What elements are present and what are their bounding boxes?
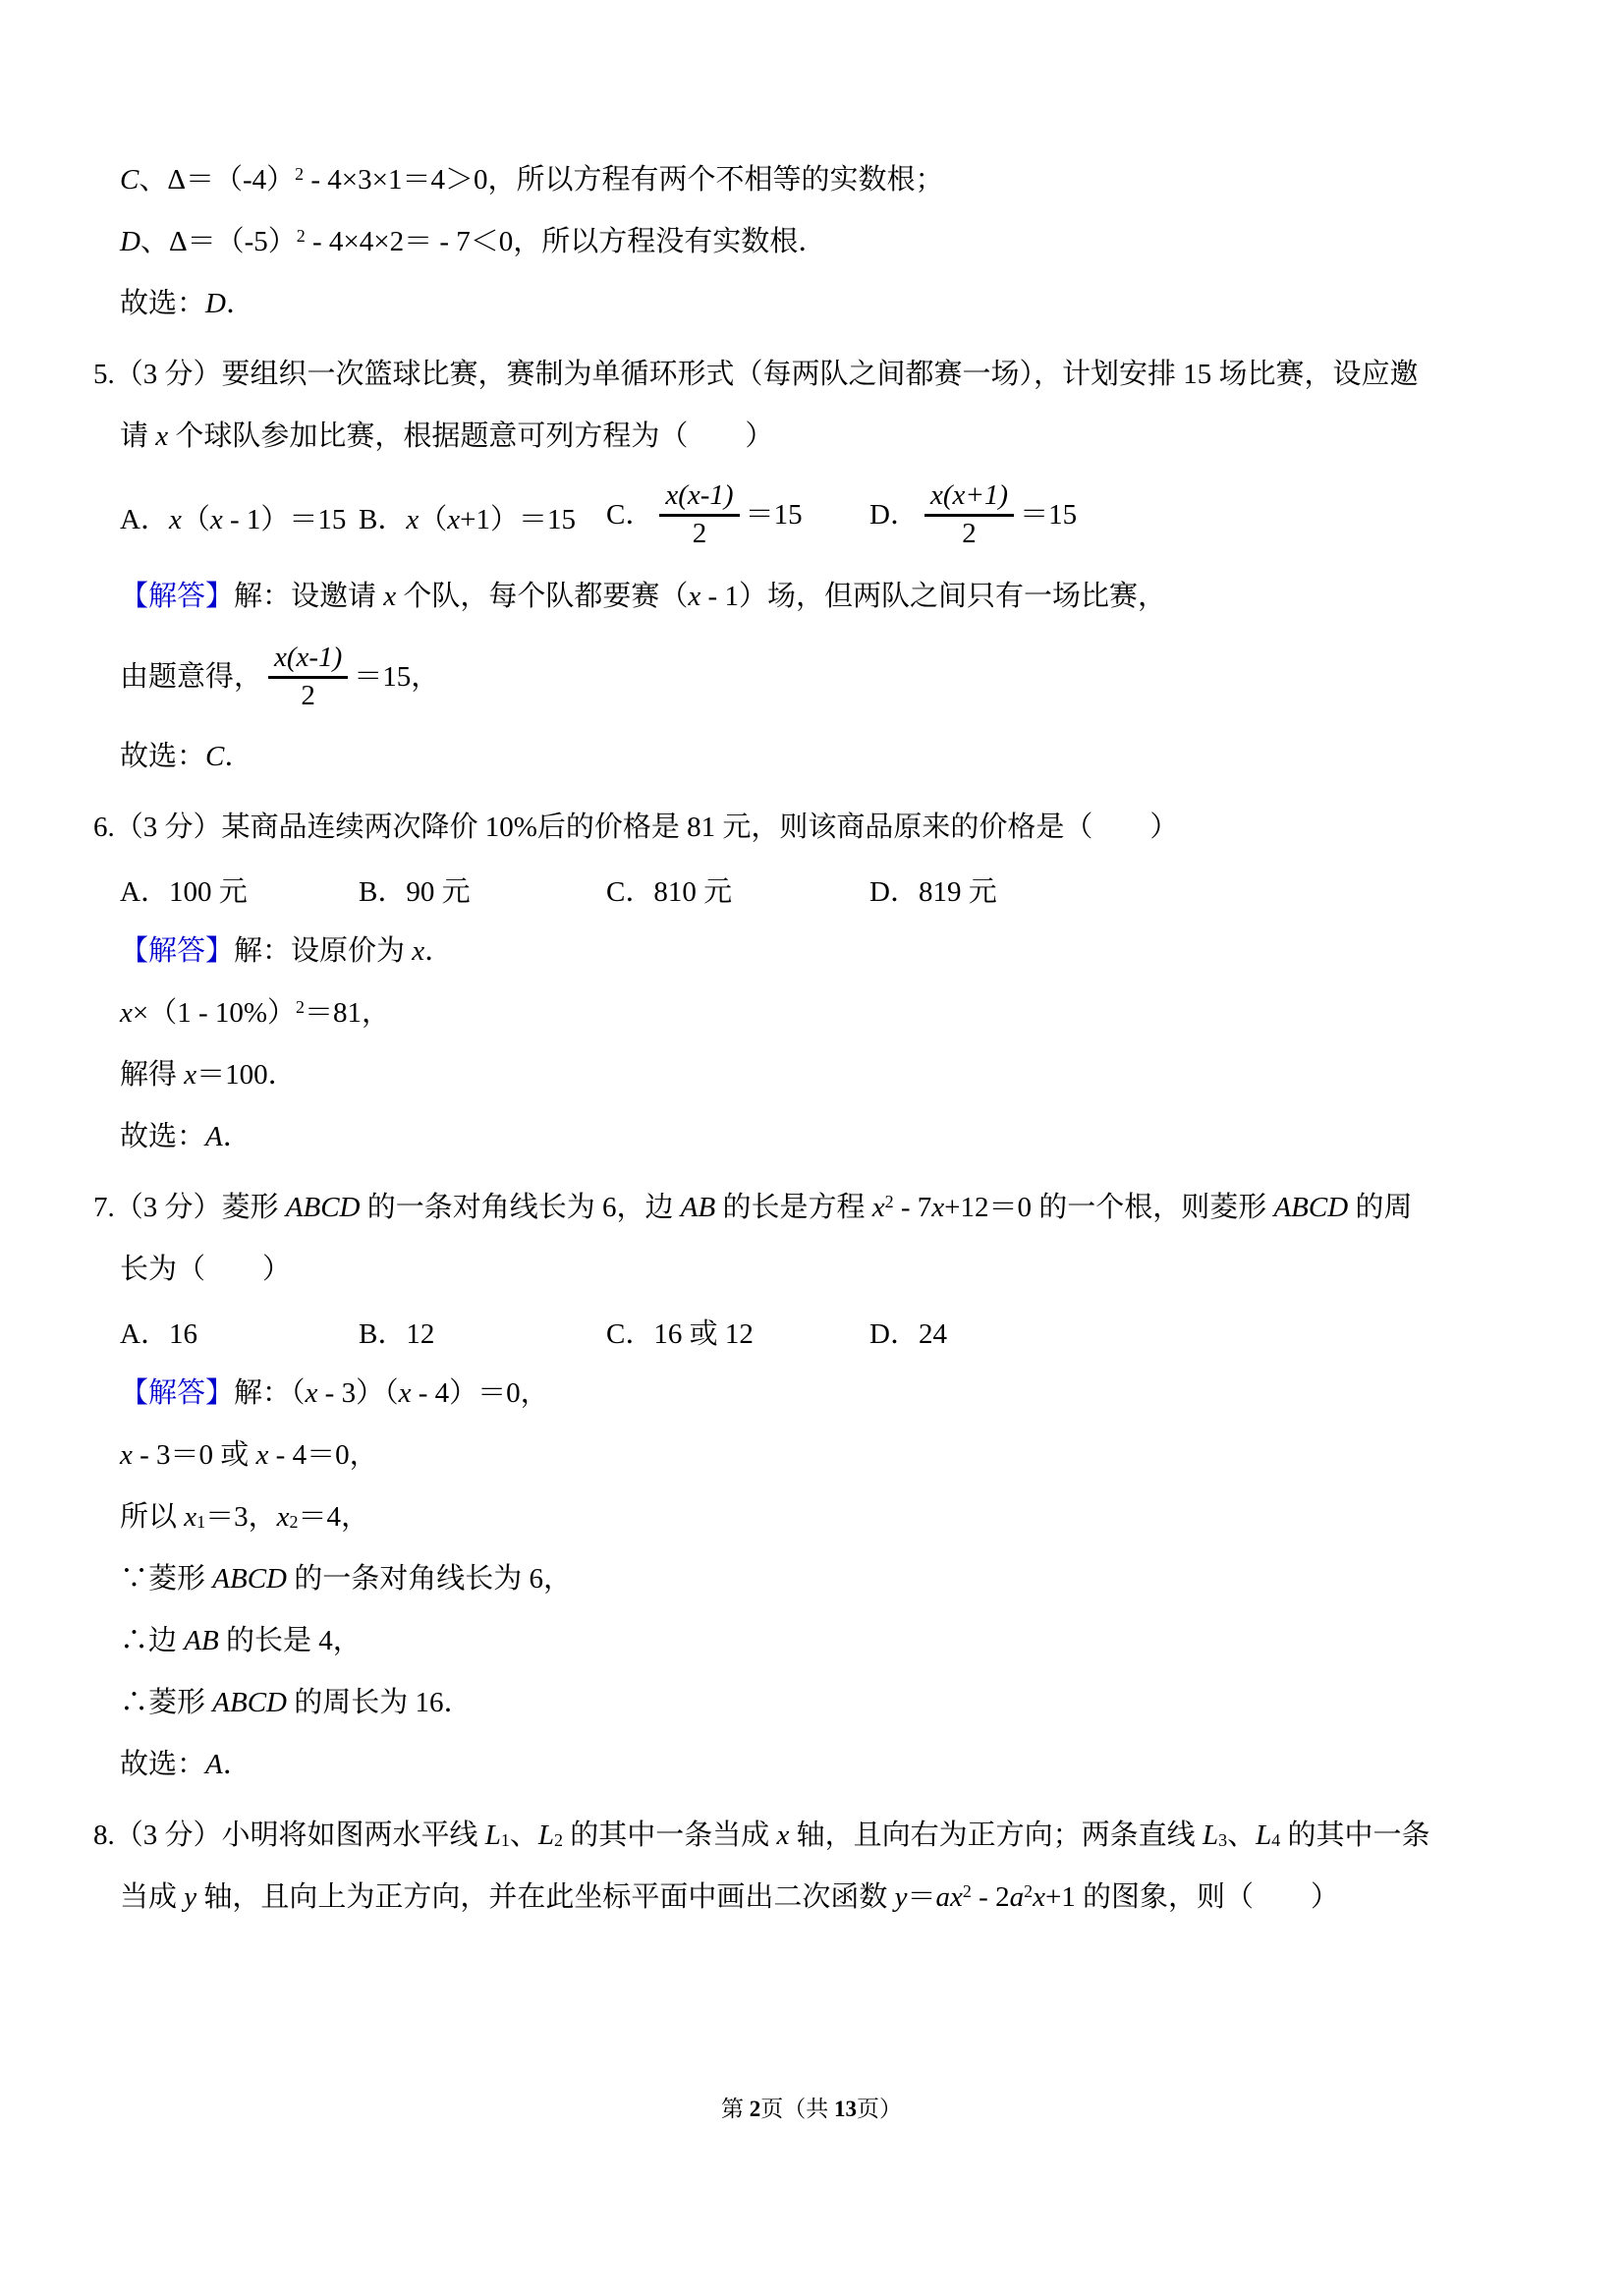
superscript: 2 <box>962 1881 972 1902</box>
question-6-equation <box>120 982 1535 1044</box>
footer-page-number: 2 <box>749 2097 761 2121</box>
text-run: C．810 元 <box>606 876 733 908</box>
fraction-denominator: 2 <box>962 518 977 549</box>
text-run: +1 的图象，则（ ） <box>1044 1881 1340 1913</box>
fraction-numerator: x(x-1) <box>659 479 739 517</box>
text-run: 6.（3 分）某商品连续两次降价 10%后的价格是 81 元，则该商品原来的价格是（ ） <box>93 812 1179 843</box>
option-cell <box>120 869 359 910</box>
math-run: x <box>383 581 397 612</box>
subscript: 1 <box>196 1512 206 1533</box>
math-run: x <box>120 1439 133 1471</box>
text-run: 、 <box>509 1820 538 1851</box>
option-cell <box>359 869 606 910</box>
text-run: C． <box>606 498 654 531</box>
math-run: x <box>412 935 425 967</box>
text-run: ＝3， <box>205 1501 277 1533</box>
text-run: ＝15， <box>354 661 440 693</box>
text-run: 的其中一条 <box>1280 1820 1430 1851</box>
text-run: 所以 <box>120 1501 185 1533</box>
question-8-line-2 <box>120 1867 1535 1929</box>
math-run: AB <box>184 1625 219 1656</box>
superscript: 2 <box>296 226 306 247</box>
text-run: 轴，且向右为正方向；两条直线 <box>789 1820 1203 1851</box>
fraction-denominator: 2 <box>301 680 315 712</box>
text-run: 解得 <box>120 1059 185 1091</box>
text-run: +1）＝15 <box>460 503 576 535</box>
answer-choice-line <box>120 1106 1535 1168</box>
question-7-line-2 <box>120 1239 1535 1301</box>
math-run: L <box>537 1820 555 1851</box>
text-run: - 7 <box>893 1192 932 1223</box>
math-run: x <box>688 581 701 612</box>
answer-choice-line <box>120 1734 1535 1796</box>
text-run: - 3＝0 或 <box>132 1439 256 1471</box>
document-body <box>93 149 1535 1929</box>
text-run: 的长是方程 <box>715 1192 872 1223</box>
text-run: （ <box>181 503 210 535</box>
text-run: - 4）＝0， <box>411 1377 549 1409</box>
math-run: x <box>1033 1881 1045 1913</box>
text-run: ． <box>222 1121 252 1152</box>
superscript: 2 <box>1024 1881 1034 1902</box>
answer-choice-line <box>120 726 1535 788</box>
text-run: 故选： <box>120 288 206 319</box>
math-run: x <box>398 1377 412 1409</box>
text-run: ． <box>224 741 253 772</box>
footer-total-pages: 13 <box>834 2097 857 2121</box>
text-run: 、Δ＝（-5） <box>140 226 297 257</box>
text-run: 的其中一条当成 <box>563 1820 777 1851</box>
text-run: 个球队参加比赛，根据题意可列方程为（ ） <box>168 420 774 452</box>
math-run: x <box>184 1059 197 1091</box>
text-run: 的长是 4， <box>218 1625 362 1656</box>
math-run: x <box>406 503 420 535</box>
text-run: 故选： <box>120 741 206 772</box>
text-run: - 4×3×1＝4＞0，所以方程有两个不相等的实数根； <box>304 164 944 196</box>
subscript: 3 <box>1218 1830 1228 1851</box>
text-run: ． <box>222 1749 252 1780</box>
text-run: A．100 元 <box>120 876 248 908</box>
text-run: +12＝0 的一个根，则菱形 <box>944 1192 1274 1223</box>
math-run: x <box>305 1377 318 1409</box>
math-run: x <box>255 1439 269 1471</box>
fraction <box>659 479 739 551</box>
answer-tag: 【解答】 <box>120 935 235 967</box>
text-run: A． <box>120 503 169 535</box>
math-run: ABCD <box>212 1563 287 1595</box>
question-7-solution <box>120 1363 1535 1425</box>
question-5-line-1 <box>93 344 1535 406</box>
text-run: ×（1 - 10%） <box>132 997 297 1029</box>
fraction-numerator: x(x-1) <box>268 642 348 679</box>
text-run: （ <box>419 503 448 535</box>
answer-tag: 【解答】 <box>120 1377 235 1409</box>
option-cell <box>869 478 1535 553</box>
question-6-solution <box>120 921 1535 982</box>
question-7-line-1 <box>93 1177 1535 1239</box>
fraction-numerator: x(x+1) <box>924 479 1014 517</box>
subscript: 1 <box>500 1830 510 1851</box>
text-run: ∴边 <box>120 1625 185 1656</box>
math-run: C <box>205 741 225 772</box>
text-run: ＝4， <box>298 1501 370 1533</box>
math-run: x <box>776 1820 790 1851</box>
text-run: 、Δ＝（-4） <box>139 164 296 196</box>
question-5-options <box>120 468 1535 566</box>
text-run: 轴，且向上为正方向，并在此坐标平面中画出二次函数 <box>196 1881 895 1913</box>
question-5-line-2 <box>120 406 1535 468</box>
math-run: x <box>950 1881 963 1913</box>
text-run: 解：设原价为 <box>234 935 413 967</box>
math-run: A <box>205 1121 223 1152</box>
text-run: ∵菱形 <box>120 1563 213 1595</box>
text-run: - 1）场，但两队之间只有一场比赛， <box>700 581 1166 612</box>
superscript: 2 <box>295 164 305 185</box>
math-run: x <box>168 503 182 535</box>
text-run: 5.（3 分）要组织一次篮球比赛，赛制为单循环形式（每两队之间都赛一场），计划安排 15 场比赛，设应邀 <box>93 359 1419 390</box>
math-run: x <box>931 1192 945 1223</box>
text-run: - 3）（ <box>317 1377 399 1409</box>
math-run: a <box>935 1881 951 1913</box>
fraction <box>924 479 1014 551</box>
fraction-denominator: 2 <box>692 518 707 549</box>
text-run: A．16 <box>120 1318 197 1350</box>
text-run: 由题意得， <box>120 661 263 693</box>
question-7-step-3 <box>120 1548 1535 1610</box>
subscript: 2 <box>289 1512 299 1533</box>
question-5-equation <box>120 628 1535 726</box>
text-run: 故选： <box>120 1749 206 1780</box>
math-run: ABCD <box>1273 1192 1349 1223</box>
math-run: ABCD <box>285 1192 361 1223</box>
answer-tag: 【解答】 <box>120 581 235 612</box>
text-run: 请 <box>120 420 156 452</box>
text-run: 的一条对角线长为 6，边 <box>360 1192 681 1223</box>
text-run: B．90 元 <box>359 876 471 908</box>
math-run: y <box>184 1881 197 1913</box>
footer-suffix: 页） <box>857 2097 902 2121</box>
option-cell <box>120 1312 359 1352</box>
question-7-step-5 <box>120 1672 1535 1734</box>
text-run: ． <box>225 288 254 319</box>
math-run: x <box>120 997 133 1029</box>
question-7-step-1 <box>120 1425 1535 1486</box>
text-run: 解：设邀请 <box>234 581 384 612</box>
math-run: ABCD <box>212 1687 287 1718</box>
footer-prefix: 第 <box>721 2097 750 2121</box>
math-run: x <box>447 503 461 535</box>
text-run: ． <box>424 935 454 967</box>
math-run: AB <box>680 1192 716 1223</box>
question-7-options <box>120 1301 1535 1363</box>
question-7-step-2 <box>120 1486 1535 1548</box>
text-run: ＝15 <box>1020 498 1078 531</box>
math-run: A <box>205 1749 223 1780</box>
option-cell <box>359 497 606 537</box>
option-cell <box>359 1312 606 1352</box>
text-run: ∴菱形 <box>120 1687 213 1718</box>
text-run: ＝100． <box>196 1059 297 1091</box>
math-run: x <box>871 1192 885 1223</box>
answer-choice-line <box>120 273 1535 335</box>
text-run: 的周 <box>1348 1192 1413 1223</box>
solution-line-c <box>120 149 1535 211</box>
option-cell <box>606 869 869 910</box>
text-run: B． <box>359 503 407 535</box>
superscript: 2 <box>884 1192 894 1212</box>
text-run: 7.（3 分）菱形 <box>93 1192 286 1223</box>
math-run: x <box>155 420 169 452</box>
subscript: 2 <box>554 1830 564 1851</box>
text-run: - 1）＝15 <box>222 503 347 535</box>
math-run: L <box>1202 1820 1219 1851</box>
footer-middle: 页（共 <box>760 2097 834 2121</box>
question-7-step-4 <box>120 1610 1535 1672</box>
math-run: D <box>120 226 140 257</box>
text-run: - 4×4×2＝ - 7＜0，所以方程没有实数根． <box>305 226 827 257</box>
math-run: C <box>120 164 140 196</box>
text-run: D．819 元 <box>869 876 997 908</box>
text-run: - 4＝0， <box>268 1439 378 1471</box>
text-run: D．24 <box>869 1318 947 1350</box>
text-run: 解：（ <box>234 1377 306 1409</box>
page-footer <box>0 2091 1623 2123</box>
fraction <box>268 642 348 713</box>
math-run: L <box>1256 1820 1272 1851</box>
text-run: 长为（ ） <box>120 1254 292 1285</box>
text-run: ＝15 <box>745 498 803 531</box>
option-cell <box>120 497 359 537</box>
option-cell <box>869 869 1535 910</box>
text-run: 的一条对角线长为 6， <box>286 1563 572 1595</box>
math-run: D <box>205 288 226 319</box>
subscript: 4 <box>1271 1830 1281 1851</box>
text-run: 8.（3 分）小明将如图两水平线 <box>93 1820 485 1851</box>
text-run: 、 <box>1227 1820 1257 1851</box>
question-5-solution <box>120 566 1535 628</box>
math-run: x <box>276 1501 290 1533</box>
text-run: ＝81， <box>305 997 391 1029</box>
option-cell <box>606 1312 869 1352</box>
text-run: ＝ <box>907 1881 936 1913</box>
superscript: 2 <box>296 997 306 1018</box>
math-run: x <box>184 1501 197 1533</box>
text-run: D． <box>869 498 919 531</box>
option-cell <box>606 478 869 553</box>
math-run: y <box>894 1881 908 1913</box>
solution-line-d <box>120 211 1535 273</box>
question-6-options <box>120 859 1535 921</box>
question-8-line-1 <box>93 1805 1535 1867</box>
text-run: - 2 <box>971 1881 1010 1913</box>
text-run: C．16 或 12 <box>606 1318 754 1350</box>
option-cell <box>869 1312 1535 1352</box>
text-run: 个队，每个队都要赛（ <box>396 581 689 612</box>
text-run: 的周长为 16． <box>286 1687 473 1718</box>
text-run: 当成 <box>120 1881 185 1913</box>
question-6-result <box>120 1044 1535 1106</box>
text-run: B．12 <box>359 1318 435 1350</box>
text-run: 故选： <box>120 1121 206 1152</box>
math-run: a <box>1009 1881 1025 1913</box>
math-run: L <box>484 1820 501 1851</box>
math-run: x <box>209 503 223 535</box>
question-6-line-1 <box>93 797 1535 859</box>
